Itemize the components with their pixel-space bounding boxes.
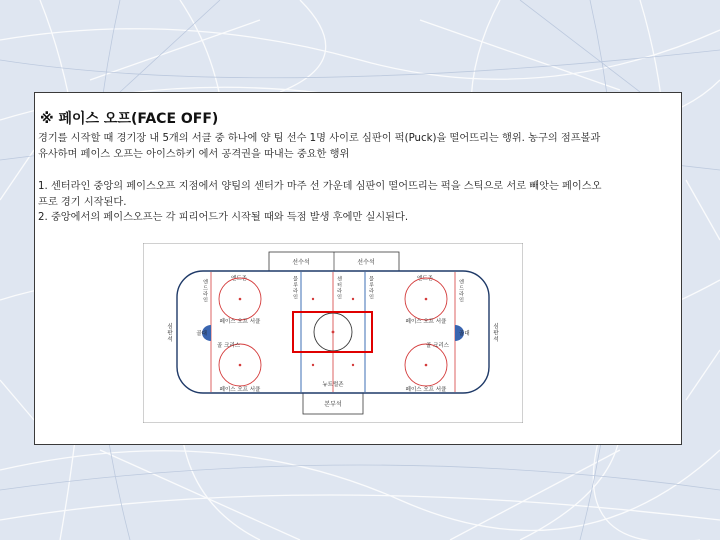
rule-line: 프로 경기 시작된다. (38, 196, 127, 208)
end-line-label-left: 엔드라인 (202, 279, 208, 303)
end-zone-label-right: 엔드존 (417, 276, 433, 282)
goal-label-left: 골대 (196, 331, 207, 337)
blue-line-label-left: 블루라인 (292, 276, 298, 300)
end-line-label-right: 엔드라인 (458, 279, 464, 303)
faceoff-circle-label-bl: 페이스 오프 서클 (219, 387, 261, 393)
players-bench-label-left: 선수석 (292, 259, 310, 266)
blue-line-label-right: 블루라인 (368, 276, 374, 300)
goal-label-right: 골대 (459, 331, 470, 337)
faceoff-circle-label-br: 페이스 오프 서클 (405, 387, 447, 393)
referee-label-left: 심판석 (166, 323, 172, 343)
page-title: ※ 페이스 오프(FACE OFF) (40, 111, 219, 127)
faceoff-card (34, 92, 682, 445)
rink-diagram (143, 243, 523, 423)
rule-line: 2. 중앙에서의 페이스오프는 각 피리어드가 시작될 때와 득점 발생 후에만 실시된다. (38, 212, 409, 223)
rule-line: 1. 센터라인 중앙의 페이스오프 지점에서 양팀의 센터가 마주 선 가운데 심판이 떨어뜨리는 퍽을 스틱으로 서로 빼앗는 페이스오 (38, 181, 602, 192)
neutral-zone-label: 뉴트럴존 (322, 382, 344, 388)
description-paragraph (38, 131, 678, 162)
end-zone-label-left: 엔드존 (231, 276, 247, 282)
referee-label-right: 심판석 (492, 323, 498, 343)
goal-crease-label-left: 골 크리스 (217, 343, 241, 349)
faceoff-circle-label-tr: 페이스 오프 서클 (405, 319, 447, 325)
players-bench-label-right: 선수석 (357, 259, 375, 266)
goal-crease-label-right: 골 크리스 (425, 343, 449, 349)
center-line-label: 센터라인 (336, 276, 342, 300)
description-line: 경기를 시작할 때 경기장 내 5개의 서클 중 하나에 양 팀 선수 1명 사이로 심판이 퍽(Puck)을 떨어뜨리는 행위. 농구의 점프볼과 (38, 133, 601, 144)
headquarters-label: 본부석 (324, 401, 342, 408)
description-line: 유사하며 페이스 오프는 아이스하키 에서 공격권을 따내는 중요한 행위 (38, 148, 350, 160)
rules-paragraph (38, 179, 678, 226)
faceoff-circle-label-tl: 페이스 오프 서클 (219, 319, 261, 325)
